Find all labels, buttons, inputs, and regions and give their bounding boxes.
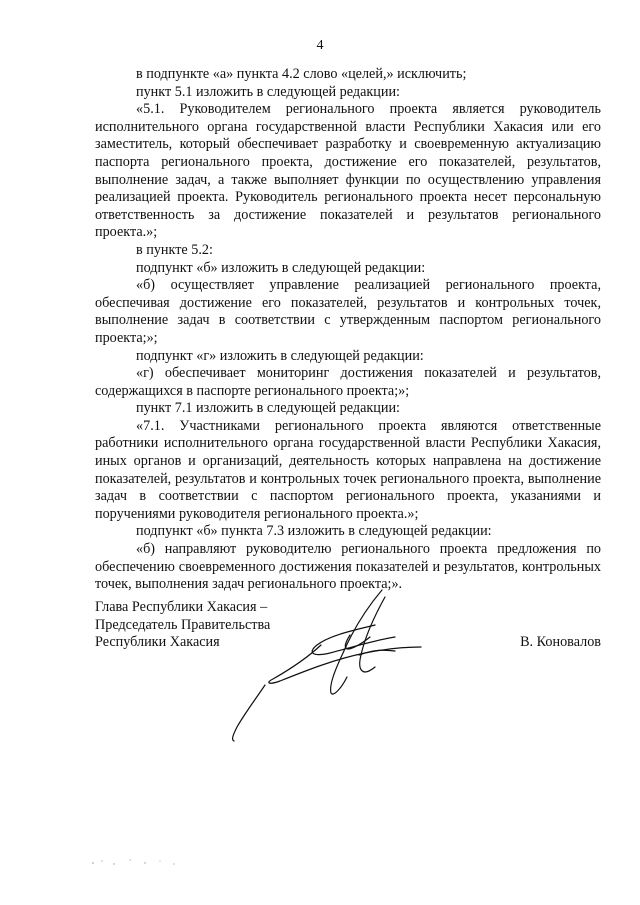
paragraph-amend-4-2: в подпункте «а» пункта 4.2 слово «целей,» исключить; [136, 66, 467, 82]
paragraph-new-7-3-b: «б) направляют руководителю регионального проекта предложения по обеспечению своевременного достижения показателей и результатов, контрольных точек, выполнения задач регионального проекта;». [95, 541, 601, 593]
paragraph-new-7-1: «7.1. Участниками регионального проекта являются ответственные работники исполнительного органа государственной власти Республики Хакасия, иных органов и организаций, деятельность которых направлена на достижение показателей, результатов и контрольных точек регионального проекта, выполнение задач в соответствии с паспортом регионального проекта, указаниями и поручениями руководителя регионального проекта.»; [95, 417, 601, 522]
signature-stroke [360, 597, 385, 672]
signature-stroke [269, 645, 421, 683]
document-body [95, 66, 601, 594]
page-number: 4 [316, 38, 324, 53]
paragraph-amend-7-3-intro: подпункт «б» пункта 7.3 изложить в следующей редакции: [136, 523, 492, 540]
paragraph-new-5-1: «5.1. Руководителем регионального проекта является руководитель исполнительного органа государственной власти Республики Хакасия или его заместитель, который обеспечивает разработку и своевременную актуализацию паспорта регионального проекта, достижение его показателей, результатов, выполнение задач, а также выполняет функции по осуществлению управления реализацией проекта. Руководитель регионального проекта несет персональную ответственность за достижение показателей и результатов регионального проекта.»; [95, 101, 601, 241]
signatory-title-line: Республики Хакасия [95, 634, 220, 651]
signature-stroke [331, 590, 382, 694]
paragraph-new-subpoint-g: «г) обеспечивает мониторинг достижения показателей и результатов, содержащихся в паспорте регионального проекта;»; [95, 365, 601, 399]
paragraph-new-subpoint-b: «б) осуществляет управление реализацией регионального проекта, обеспечивая достижение его показателей, результатов и контрольных точек, выполнение задач в соответствии с утвержденным паспортом регионального проекта;»; [95, 277, 601, 346]
paragraph-subpoint-b-intro: подпункт «б» изложить в следующей редакции: [136, 259, 426, 276]
paragraph-amend-7-1-intro: пункт 7.1 изложить в следующей редакции: [136, 400, 400, 417]
paragraph-subpoint-g-intro: подпункт «г» изложить в следующей редакции: [136, 347, 424, 364]
signatory-name: В. Коновалов [520, 634, 601, 650]
paragraph-amend-5-1-intro: пункт 5.1 изложить в следующей редакции: [136, 83, 400, 100]
handwritten-signature [225, 585, 425, 745]
paragraph-amend-5-2-intro: в пункте 5.2: [136, 241, 213, 258]
signature-stroke [233, 685, 265, 741]
signatory-title-line: Председатель Правительства [95, 616, 271, 633]
scan-specks [90, 855, 180, 867]
signatory-title-line: Глава Республики Хакасия – [95, 599, 268, 615]
